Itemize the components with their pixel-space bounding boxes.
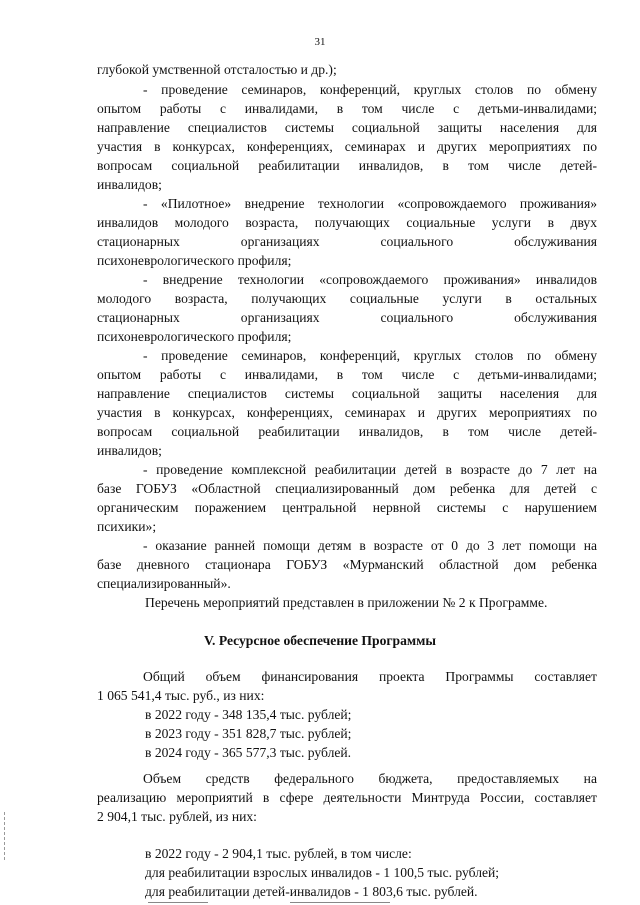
text-line: стационарных организациях социального обслуживания	[97, 310, 597, 325]
page-number: 31	[314, 36, 326, 48]
text-line: стационарных организациях социального обслуживания	[97, 234, 597, 249]
text-line: молодого возраста, получающих социальные услуги в остальных	[97, 291, 597, 306]
funding-detail-line: в 2022 году - 2 904,1 тыс. рублей, в том числе:	[145, 846, 412, 861]
funding-detail-line: для реабилитации взрослых инвалидов - 1 100,5 тыс. рублей;	[145, 865, 500, 880]
section-heading: V. Ресурсное обеспечение Программы	[203, 633, 437, 648]
text-line: опытом работы с инвалидами, в том числе с детьми-инвалидами;	[97, 101, 597, 116]
text-line: - «Пилотное» внедрение технологии «сопровождаемого проживания»	[143, 196, 597, 211]
text-line: базе ГОБУЗ «Областной специализированный дом ребенка для детей с	[97, 481, 597, 496]
margin-mark	[4, 812, 6, 860]
text-line: инвалидов;	[97, 177, 162, 192]
text-line: органическим поражением центральной нервной системы с нарушением	[97, 500, 597, 515]
text-line: Объем средств федерального бюджета, предоставляемых на	[143, 771, 597, 786]
text-line: реализацию мероприятий в сфере деятельности Минтруда России, составляет	[97, 790, 597, 805]
text-line: психики»;	[97, 519, 157, 534]
text-line: инвалидов молодого возраста, получающих социальные услуги в двух	[97, 215, 597, 230]
funding-detail-line: для реабилитации детей-инвалидов - 1 803,6 тыс. рублей.	[145, 884, 478, 899]
text-line: - проведение семинаров, конференций, круглых столов по обмену	[143, 82, 597, 97]
text-line: вопросам социальной реабилитации инвалидов, в том числе детей-	[97, 424, 597, 439]
text-line: участия в конкурсах, конференциях, семинарах и других мероприятиях по	[97, 139, 597, 154]
text-line: - оказание ранней помощи детям в возрасте от 0 до 3 лет помощи на	[143, 538, 597, 553]
text-line: психоневрологического профиля;	[97, 329, 292, 344]
funding-year-line: в 2022 году - 348 135,4 тыс. рублей;	[145, 707, 352, 722]
text-line: участия в конкурсах, конференциях, семинарах и других мероприятиях по	[97, 405, 597, 420]
text-line: 1 065 541,4 тыс. руб., из них:	[97, 688, 265, 703]
scan-edge	[148, 902, 208, 903]
text-line: базе дневного стационара ГОБУЗ «Мурманский областной дом ребенка	[97, 557, 597, 572]
text-line: направление специалистов системы социальной защиты населения для	[97, 386, 597, 401]
scan-edge	[290, 902, 390, 903]
text-line: - внедрение технологии «сопровождаемого проживания» инвалидов	[143, 272, 597, 287]
text-line: - проведение семинаров, конференций, круглых столов по обмену	[143, 348, 597, 363]
text-line: - проведение комплексной реабилитации детей в возрасте до 7 лет на	[143, 462, 597, 477]
text-line: инвалидов;	[97, 443, 162, 458]
text-line: Перечень мероприятий представлен в приложении № 2 к Программе.	[145, 595, 548, 610]
text-line: Общий объем финансирования проекта Программы составляет	[143, 669, 597, 684]
funding-year-line: в 2023 году - 351 828,7 тыс. рублей;	[145, 726, 352, 741]
text-line: психоневрологического профиля;	[97, 253, 292, 268]
text-line: глубокой умственной отсталостью и др.);	[97, 62, 337, 77]
text-line: специализированный».	[97, 576, 231, 591]
funding-year-line: в 2024 году - 365 577,3 тыс. рублей.	[145, 745, 352, 760]
text-line: вопросам социальной реабилитации инвалидов, в том числе детей-	[97, 158, 597, 173]
text-line: 2 904,1 тыс. рублей, из них:	[97, 809, 257, 824]
text-line: направление специалистов системы социальной защиты населения для	[97, 120, 597, 135]
text-line: опытом работы с инвалидами, в том числе с детьми-инвалидами;	[97, 367, 597, 382]
